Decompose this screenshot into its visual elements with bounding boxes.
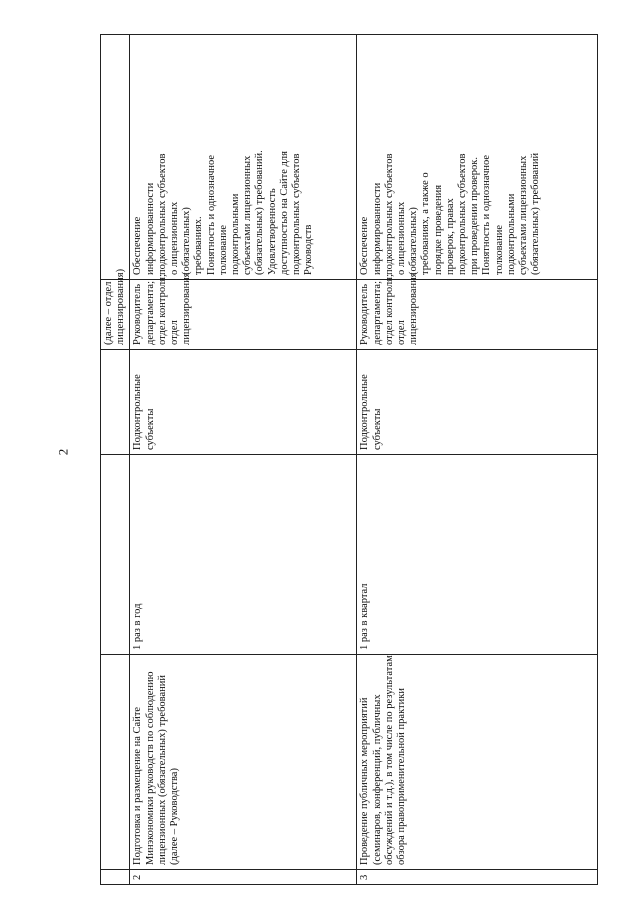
table-row-continuation	[101, 35, 130, 885]
text-line: (обязательных) требований.	[254, 150, 266, 275]
rotated-table-wrapper	[100, 35, 580, 885]
text-line: субъектами лицензионных	[518, 155, 530, 275]
text-line: департамента;	[371, 281, 383, 345]
text-line: подконтрольных субъектов	[156, 153, 168, 275]
text-line: обсуждений и т.д.), в том числе по результатам	[383, 655, 395, 865]
text-line: Удовлетворенность	[266, 188, 278, 275]
text-line: требованиях.	[193, 216, 205, 275]
cell-frequency	[101, 455, 130, 655]
text-line: подконтрольными	[230, 193, 242, 275]
text-line: лицензирования	[408, 272, 420, 345]
cell-subjects	[101, 350, 130, 455]
text-line: о лицензионных	[396, 201, 408, 275]
text-line: лицензирования)	[115, 268, 127, 345]
cell-responsible	[357, 272, 598, 350]
text-line: при проведении проверок.	[469, 156, 481, 275]
table-row	[357, 35, 598, 885]
text-line: требованиях, а также о	[420, 172, 432, 275]
cell-measure	[130, 655, 357, 870]
cell-measure	[101, 655, 130, 870]
cell-subjects	[130, 350, 357, 455]
text-line: толкование	[217, 225, 229, 275]
text-line: Понятность и однозначное	[481, 154, 493, 275]
text-line: Руководств	[303, 224, 315, 275]
text-line: о лицензионных	[169, 201, 181, 275]
text-line: обзора правоприменительной практики	[396, 688, 408, 865]
text-line: информированности	[371, 182, 383, 275]
text-line: подконтрольных субъектов	[291, 153, 303, 275]
text-line: (семинаров, конференций, публичных	[371, 694, 383, 865]
text-line: отдел	[396, 320, 408, 345]
text-line: Понятность и однозначное	[205, 154, 217, 275]
text-line: субъекты	[144, 408, 156, 450]
text-line: субъектами лицензионных	[242, 155, 254, 275]
text-line: отдел	[169, 320, 181, 345]
measures-table	[100, 34, 598, 885]
cell-responsible	[101, 268, 130, 350]
text-line: информированности	[144, 182, 156, 275]
text-line: (обязательных)	[408, 207, 420, 275]
text-line: отдел контроля;	[383, 274, 395, 345]
cell-subjects	[357, 350, 598, 455]
text-line: Руководитель	[132, 284, 144, 345]
text-line: субъекты	[371, 408, 383, 450]
page-number: 2	[55, 448, 71, 456]
cell-result	[130, 35, 357, 280]
text-line: доступностью на Сайте для	[278, 151, 290, 275]
cell-responsible	[130, 272, 357, 350]
text-line: подконтрольных субъектов	[383, 153, 395, 275]
text-line: (обязательных)	[181, 207, 193, 275]
text-line: подконтрольных субъектов	[457, 153, 469, 275]
cell-result	[357, 35, 598, 280]
cell-frequency: 1 раз в квартал	[357, 455, 598, 655]
text-line: (далее – отдел	[103, 281, 114, 345]
text-line: Подконтрольные	[359, 374, 371, 450]
text-line: Обеспечение	[359, 216, 371, 275]
table-row	[130, 35, 357, 885]
text-line: (обязательных) требований	[530, 152, 542, 275]
cell-num: 2	[130, 870, 357, 885]
text-line: проверок, правах	[444, 198, 456, 275]
text-line: Подконтрольные	[132, 374, 144, 450]
text-line: отдел контроля;	[156, 274, 168, 345]
cell-num	[101, 870, 130, 885]
text-line: Руководитель	[359, 284, 371, 345]
text-line: Минэкономики руководств по соблюдению	[144, 671, 156, 865]
text-line: лицензирования	[181, 272, 193, 345]
text-line: департамента;	[144, 281, 156, 345]
text-line: Подготовка и размещение на Сайте	[132, 706, 144, 865]
text-line: порядке проведения	[432, 184, 444, 275]
cell-frequency: 1 раз в год	[130, 455, 357, 655]
cell-num: 3	[357, 870, 598, 885]
text-line: подконтрольными	[505, 193, 517, 275]
text-line: Обеспечение	[132, 216, 144, 275]
cell-measure	[357, 655, 598, 870]
text-line: лицензионных (обязательных) требований	[156, 674, 168, 865]
text-line: Проведение публичных мероприятий	[359, 697, 371, 865]
text-line: толкование	[493, 225, 505, 275]
cell-result	[101, 35, 130, 280]
text-line: (далее – Руководства)	[169, 768, 181, 865]
